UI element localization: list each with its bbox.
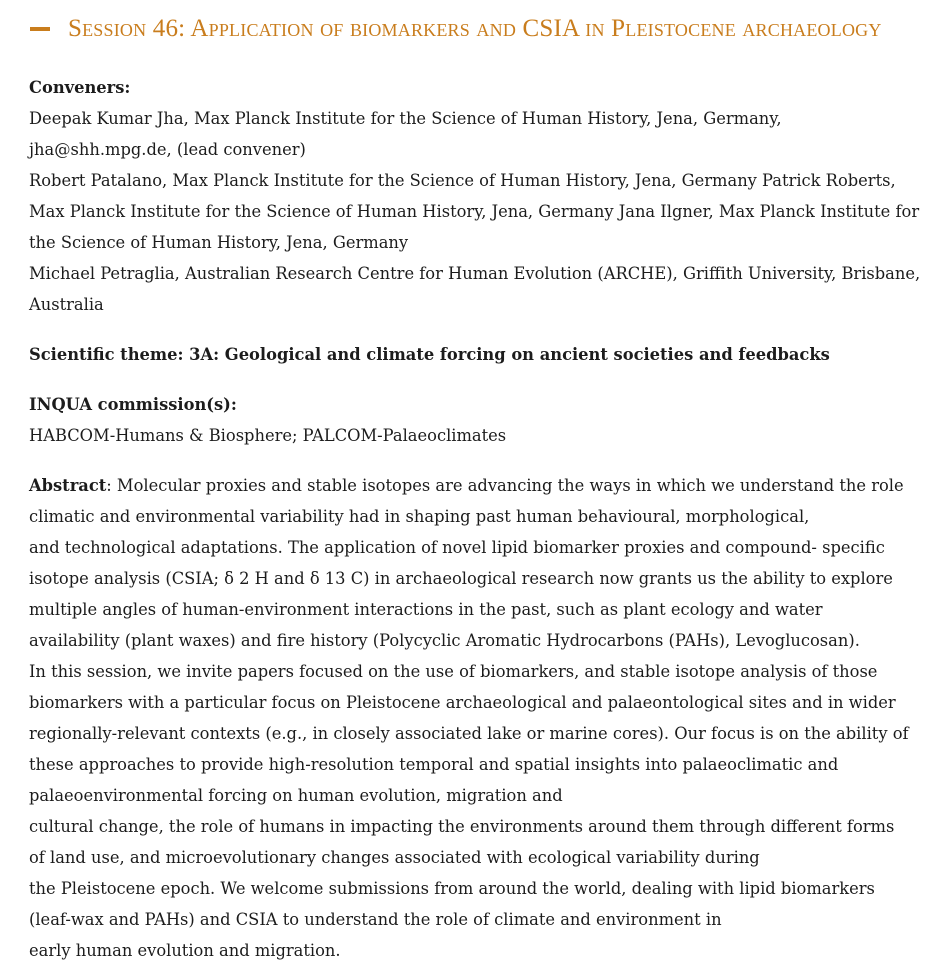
- document-body: [29, 72, 919, 966]
- abstract-first-line: [29, 470, 919, 501]
- abstract-line: the Pleistocene epoch. We welcome submissions from around the world, dealing with lipid biomarkers: [29, 879, 875, 898]
- abstract-line: of land use, and microevolutionary changes associated with ecological variability during: [29, 848, 760, 867]
- abstract-line: climatic and environmental variability had in shaping past human behavioural, morphological,: [29, 507, 810, 526]
- convener-line: jha@shh.mpg.de, (lead convener): [29, 140, 306, 159]
- commission-section: [29, 389, 919, 451]
- session-title: Session 46: Application of biomarkers and CSIA in Pleistocene archaeology: [68, 15, 882, 42]
- abstract-line: availability (plant waxes) and fire history (Polycyclic Aromatic Hydrocarbons (PAHs), Levoglucosan).: [29, 631, 860, 650]
- abstract-line: these approaches to provide high-resolution temporal and spatial insights into palaeoclimatic and: [29, 755, 839, 774]
- abstract-label: Abstract: [29, 476, 107, 495]
- title-dash-bullet: [30, 27, 50, 31]
- abstract-line: biomarkers with a particular focus on Pleistocene archaeological and palaeontological sites and in wider: [29, 693, 896, 712]
- abstract-line: palaeoenvironmental forcing on human evolution, migration and: [29, 786, 563, 805]
- abstract-line: cultural change, the role of humans in impacting the environments around them through different forms: [29, 817, 895, 836]
- abstract-text: : Molecular proxies and stable isotopes are advancing the ways in which we understand the role: [106, 476, 904, 495]
- abstract-line: early human evolution and migration.: [29, 941, 341, 960]
- convener-line: Max Planck Institute for the Science of Human History, Jena, Germany Jana Ilgner, Max Planck Institute for: [29, 202, 920, 221]
- conveners-section: [29, 72, 919, 320]
- abstract-line: regionally-relevant contexts (e.g., in closely associated lake or marine cores). Our focus is on the ability of: [29, 724, 909, 743]
- convener-line: Robert Patalano, Max Planck Institute for the Science of Human History, Jena, Germany Patrick Roberts,: [29, 171, 896, 190]
- scientific-theme: Scientific theme: 3A: Geological and climate forcing on ancient societies and feedbacks: [29, 345, 830, 364]
- abstract-line: multiple angles of human-environment interactions in the past, such as plant ecology and water: [29, 600, 823, 619]
- convener-line: Michael Petraglia, Australian Research Centre for Human Evolution (ARCHE), Griffith University, Brisbane,: [29, 264, 921, 283]
- abstract-line: and technological adaptations. The application of novel lipid biomarker proxies and compound- specific: [29, 538, 885, 557]
- abstract-line: In this session, we invite papers focused on the use of biomarkers, and stable isotope analysis of those: [29, 662, 878, 681]
- theme-section: [29, 339, 919, 370]
- convener-line: Australia: [29, 295, 104, 314]
- abstract-section: [29, 470, 919, 966]
- session-header: [30, 12, 882, 46]
- abstract-line: (leaf-wax and PAHs) and CSIA to understand the role of climate and environment in: [29, 910, 722, 929]
- convener-line: the Science of Human History, Jena, Germany: [29, 233, 409, 252]
- conveners-heading: Conveners:: [29, 78, 131, 97]
- convener-line: Deepak Kumar Jha, Max Planck Institute for the Science of Human History, Jena, Germany,: [29, 109, 782, 128]
- abstract-line: isotope analysis (CSIA; δ 2 H and δ 13 C) in archaeological research now grants us the ability to explore: [29, 569, 893, 588]
- commission-heading: INQUA commission(s):: [29, 395, 237, 414]
- commission-value: HABCOM-Humans & Biosphere; PALCOM-Palaeoclimates: [29, 426, 507, 445]
